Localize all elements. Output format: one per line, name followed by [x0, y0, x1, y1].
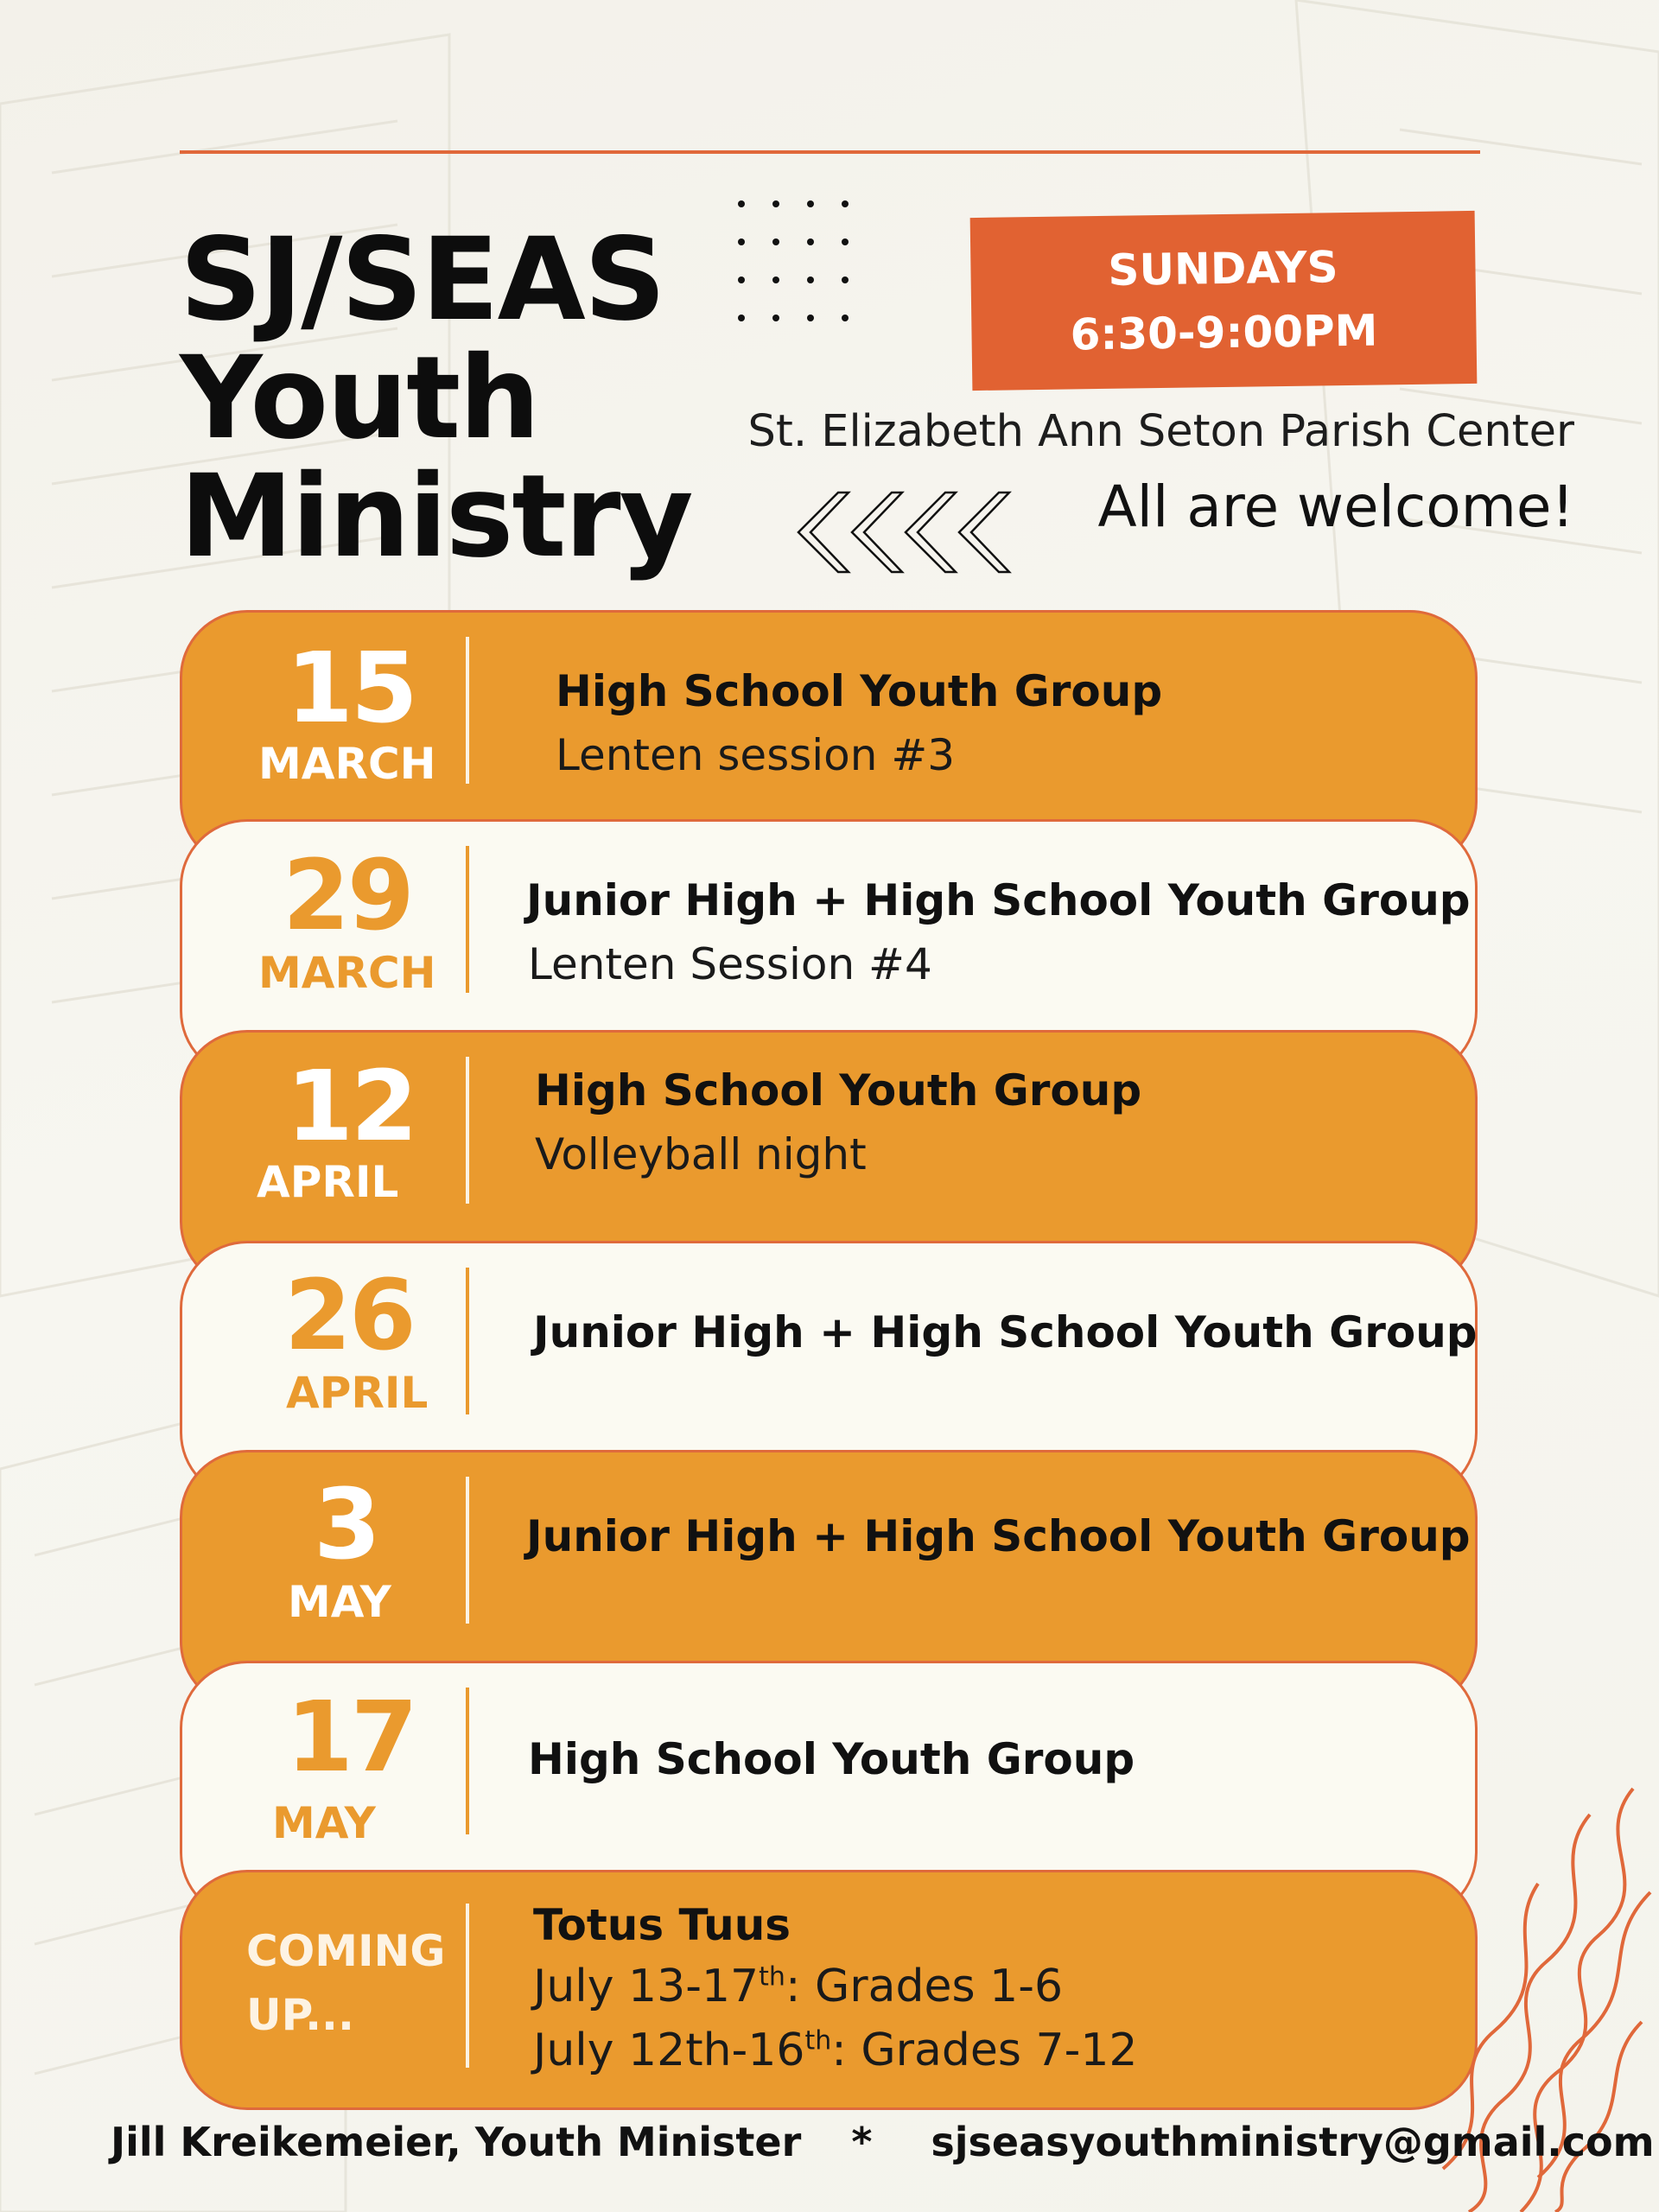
coming-up-line-1: July 13-17th: Grades 1-6	[533, 1961, 1064, 2012]
footer	[111, 2119, 1655, 2165]
event-month: APRIL	[286, 1368, 429, 1418]
card-divider	[466, 846, 469, 993]
event-subtitle: Volleyball night	[535, 1129, 867, 1179]
title-line-2: Youth	[180, 332, 539, 465]
title-line-1: SJ/SEAS	[180, 213, 664, 346]
top-rule	[180, 150, 1480, 154]
event-day: 12	[286, 1051, 416, 1163]
schedule-badge	[970, 211, 1478, 391]
chevrons-left-icon	[795, 489, 1024, 575]
event-day: 3	[314, 1469, 378, 1581]
event-day: 26	[284, 1260, 414, 1372]
card-divider	[466, 1268, 469, 1414]
event-month: MAY	[288, 1577, 391, 1627]
event-title: Junior High + High School Youth Group	[533, 1307, 1478, 1357]
card-divider	[466, 1688, 469, 1834]
card-divider	[466, 1477, 469, 1624]
schedule-time: 6:30-9:00PM	[1070, 305, 1378, 360]
event-month: MARCH	[258, 739, 436, 789]
schedule-day: SUNDAYS	[1108, 242, 1338, 296]
event-title: Junior High + High School Youth Group	[526, 1511, 1471, 1561]
footer-separator: *	[851, 2119, 873, 2165]
card-divider	[466, 1057, 469, 1204]
event-subtitle: Lenten Session #4	[528, 939, 932, 989]
event-title: High School Youth Group	[535, 1065, 1142, 1116]
event-month: MARCH	[258, 948, 436, 998]
contact-email[interactable]: sjseasyouthministry@gmail.com	[931, 2119, 1655, 2165]
title-line-3: Ministry	[180, 450, 692, 583]
coming-up-label-2: UP...	[246, 1990, 355, 2040]
coming-up-line-2: July 12th-16th: Grades 7-12	[533, 2024, 1138, 2076]
event-day: 17	[286, 1681, 416, 1794]
event-day: 29	[283, 840, 412, 952]
event-day: 15	[286, 632, 416, 745]
event-title: Junior High + High School Youth Group	[526, 875, 1471, 925]
contact-name: Jill Kreikemeier, Youth Minister	[111, 2119, 802, 2165]
coming-up-label-1: COMING	[246, 1926, 446, 1976]
welcome-text: All are welcome!	[1097, 474, 1574, 540]
card-divider	[466, 637, 469, 784]
event-month: APRIL	[257, 1157, 399, 1207]
event-month: MAY	[272, 1798, 376, 1848]
coming-up-title: Totus Tuus	[533, 1900, 791, 1950]
event-subtitle: Lenten session #3	[556, 730, 956, 780]
card-divider	[466, 1904, 469, 2068]
event-title: High School Youth Group	[556, 666, 1163, 716]
location-text: St. Elizabeth Ann Seton Parish Center	[747, 406, 1574, 457]
event-title: High School Youth Group	[528, 1734, 1135, 1784]
dot-grid-decoration	[736, 197, 866, 335]
